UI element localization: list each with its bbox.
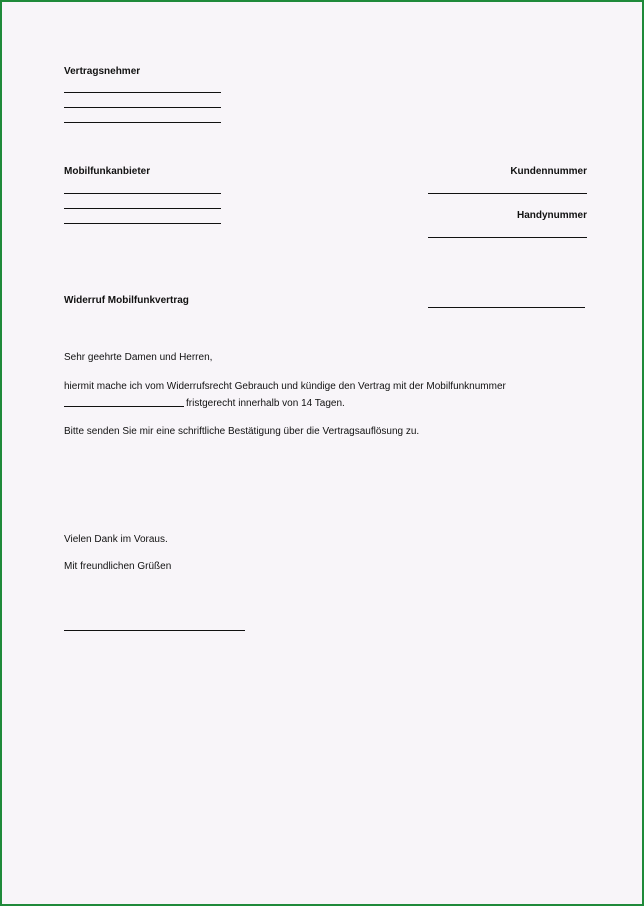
- subject: Widerruf Mobilfunkvertrag: [64, 295, 189, 306]
- provider-line-1: [64, 193, 221, 194]
- customer-number-label: Kundennummer: [510, 166, 587, 177]
- mobile-number-label: Handynummer: [516, 210, 587, 221]
- customer-number-line: [428, 193, 587, 194]
- mobile-number-line: [428, 237, 587, 238]
- provider-heading: Mobilfunkanbieter: [64, 166, 151, 177]
- mobile-number-blank: [64, 398, 184, 407]
- closing-line: Mit freundlichen Grüßen: [64, 561, 172, 572]
- contractor-line-2: [64, 107, 221, 108]
- body-line-2-text: fristgerecht innerhalb von 14 Tagen.: [186, 398, 345, 409]
- body-line-1: hiermit mache ich vom Widerrufsrecht Gebrauch und kündige den Vertrag mit der Mobilfunknummer: [64, 381, 506, 392]
- contractor-line-1: [64, 92, 221, 93]
- salutation: Sehr geehrte Damen und Herren,: [64, 352, 213, 363]
- contractor-heading: Vertragsnehmer: [64, 66, 141, 77]
- thanks-line: Vielen Dank im Voraus.: [64, 534, 168, 545]
- body-line-2: [64, 398, 345, 410]
- signature-line: [64, 630, 245, 631]
- provider-line-3: [64, 223, 221, 224]
- request-line: Bitte senden Sie mir eine schriftliche Bestätigung über die Vertragsauflösung zu.: [64, 426, 420, 437]
- provider-line-2: [64, 208, 221, 209]
- date-line: [428, 307, 585, 308]
- contractor-line-3: [64, 122, 221, 123]
